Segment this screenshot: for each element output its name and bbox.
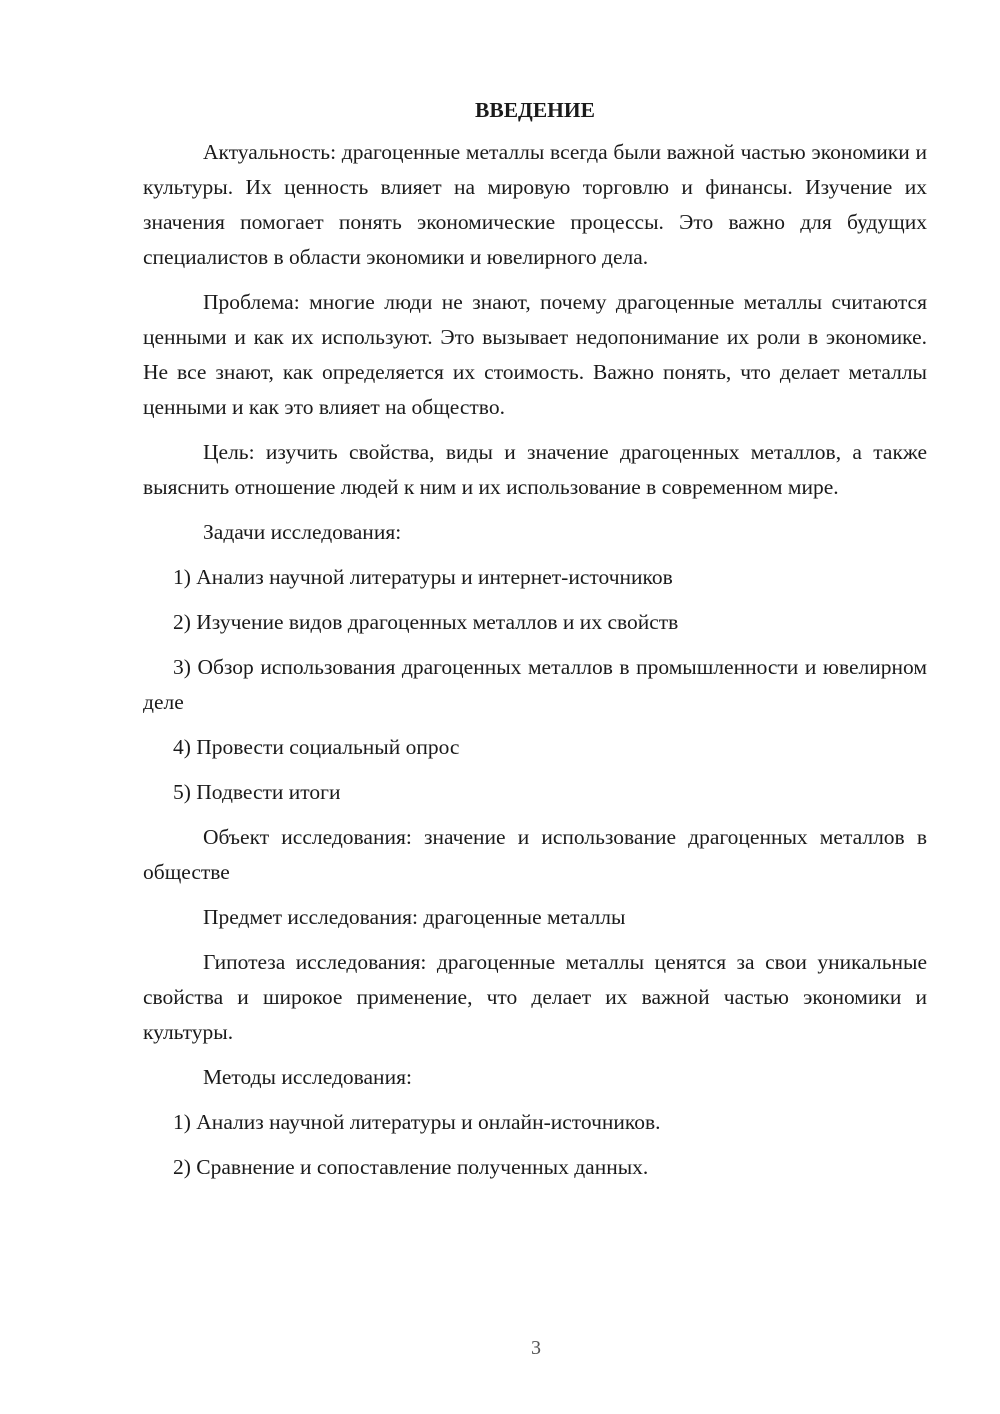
task-item: 4) Провести социальный опрос bbox=[173, 735, 460, 759]
problem-paragraph: Проблема: многие люди не знают, почему драгоценные металлы считаются ценными и как их используют. Это вызывает недопонимание их роли в экономике. Не все знают, как определяется их стоимость. Важно понять, что делает металлы ценными и как это влияет на общество. bbox=[143, 290, 927, 419]
task-item: 1) Анализ научной литературы и интернет-источников bbox=[173, 565, 673, 589]
hypothesis-paragraph: Гипотеза исследования: драгоценные металлы ценятся за свои уникальные свойства и широкое применение, что делает их важной частью экономики и культуры. bbox=[143, 950, 927, 1044]
object-paragraph: Объект исследования: значение и использование драгоценных металлов в обществе bbox=[143, 825, 927, 884]
subject-paragraph: Предмет исследования: драгоценные металлы bbox=[203, 905, 626, 929]
section-heading: ВВЕДЕНИЕ bbox=[475, 98, 595, 122]
relevance-paragraph: Актуальность: драгоценные металлы всегда были важной частью экономики и культуры. Их ценность влияет на мировую торговлю и финансы. Изучение их значения помогает понять экономические процессы. Это важно для будущих специалистов в области экономики и ювелирного дела. bbox=[143, 140, 927, 269]
goal-paragraph: Цель: изучить свойства, виды и значение драгоценных металлов, а также выяснить отношение людей к ним и их использование в современном мире. bbox=[143, 440, 927, 499]
method-item: 1) Анализ научной литературы и онлайн-источников. bbox=[173, 1110, 661, 1134]
task-item: 2) Изучение видов драгоценных металлов и их свойств bbox=[173, 610, 679, 634]
tasks-title: Задачи исследования: bbox=[203, 520, 402, 544]
methods-title: Методы исследования: bbox=[203, 1065, 412, 1089]
page-content bbox=[143, 95, 927, 1195]
task-item: 3) Обзор использования драгоценных металлов в промышленности и ювелирном деле bbox=[143, 655, 927, 714]
task-item: 5) Подвести итоги bbox=[173, 780, 341, 804]
page-number: 3 bbox=[531, 1337, 541, 1359]
method-item: 2) Сравнение и сопоставление полученных данных. bbox=[173, 1155, 649, 1179]
